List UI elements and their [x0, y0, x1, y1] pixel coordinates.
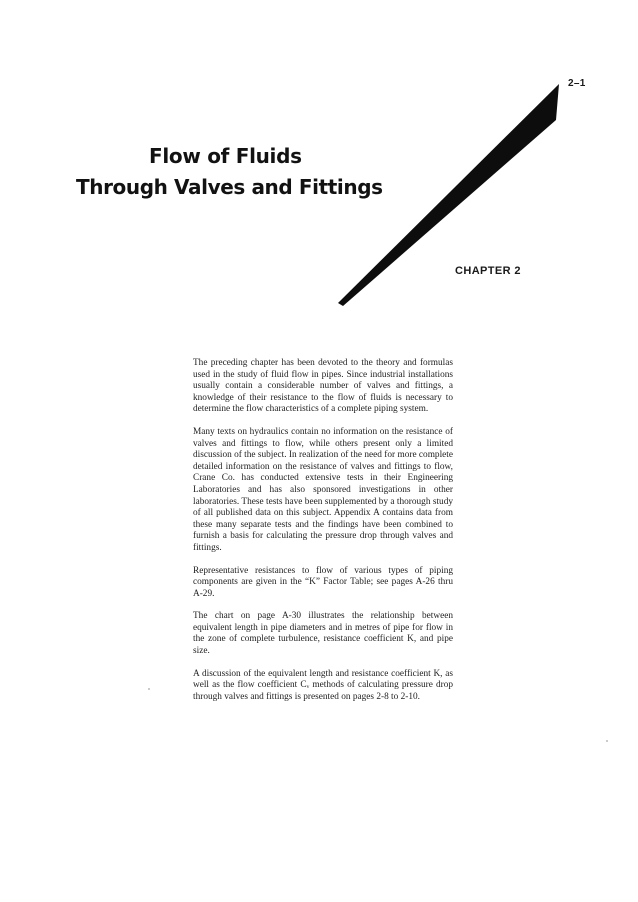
body-text [193, 358, 453, 703]
paragraph-1: The preceding chapter has been devoted to the theory and formulas used in the study of fluid flow in pipes. Since industrial installations usually contain a considerable number of valves and fittings, a knowledge of their resistance to the flow of fluids is necessary to determine the flow characteristics of a complete piping system. [193, 358, 453, 415]
paragraph-4: The chart on page A-30 illustrates the relationship between equivalent length in pipe diameters and in metres of pipe for flow in the zone of complete turbulence, resistance coefficient K, and pipe size. [193, 611, 453, 657]
paragraph-3: Representative resistances to flow of various types of piping components are given in the “K” Factor Table; see pages A-26 thru A-29. [193, 565, 453, 599]
chapter-label: CHAPTER 2 [455, 265, 521, 277]
scan-speck [148, 688, 150, 690]
scan-speck [606, 740, 608, 742]
page-number: 2–1 [568, 78, 586, 89]
chapter-title-line-2: Through Valves and Fittings [76, 175, 383, 199]
chapter-title-line-1: Flow of Fluids [149, 144, 302, 168]
paragraph-5: A discussion of the equivalent length and resistance coefficient K, as well as the flow coefficient Cᵥ methods of calculating pressure drop through valves and fittings is presented on pages 2-8 to 2-10. [193, 668, 453, 702]
paragraph-2: Many texts on hydraulics contain no information on the resistance of valves and fittings to flow, while others present only a limited discussion of the subject. In realization of the need for more complete detailed information on the resistance of valves and fittings to flow, Crane Co. has conducted extensive tests in their Engineering Laboratories and has also sponsored investigations in other laboratories. These tests have been supplemented by a thorough study of all published data on this subject. Appendix A contains data from these many separate tests and the findings have been combined to furnish a basis for calculating the pressure drop through valves and fittings. [193, 426, 453, 553]
